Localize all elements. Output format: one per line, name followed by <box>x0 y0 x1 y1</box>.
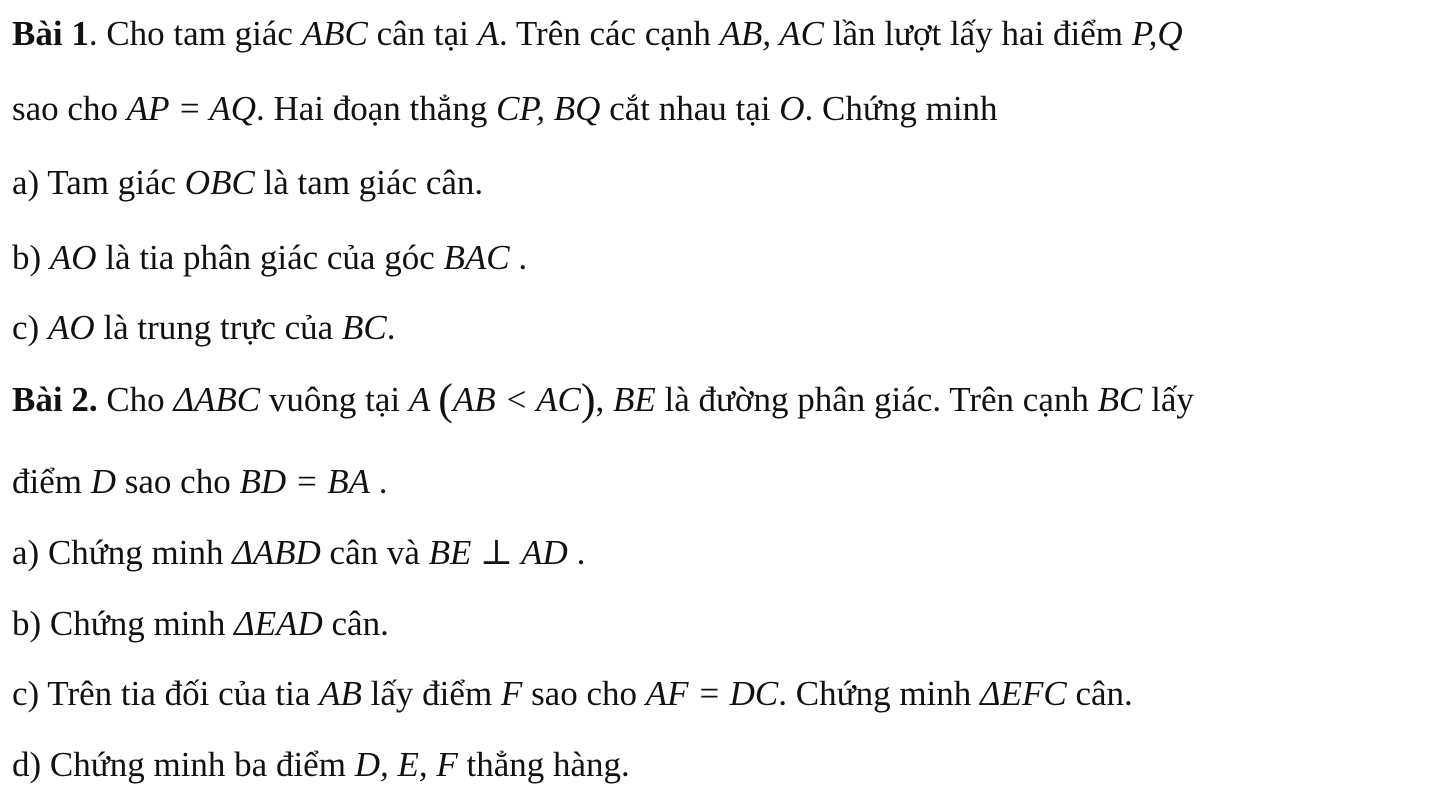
math: O <box>779 89 805 128</box>
text: cân. <box>1066 674 1133 713</box>
math: ΔABC <box>173 380 261 419</box>
math: AB, AC <box>719 14 825 53</box>
math: AO <box>49 238 97 277</box>
text: vuông tại <box>260 380 409 419</box>
text: . Cho tam giác <box>88 14 302 53</box>
text: . <box>567 533 586 572</box>
bai2-line1 <box>12 375 1194 424</box>
text: . Chứng minh <box>778 674 981 713</box>
math: ΔABD <box>232 533 321 572</box>
text: a) Chứng minh <box>12 533 233 572</box>
text: d) Chứng minh ba điểm <box>12 745 355 784</box>
text: là tia phân giác của góc <box>96 238 444 277</box>
math: AO <box>47 308 95 347</box>
text: c) <box>12 308 48 347</box>
text: cân và <box>320 533 429 572</box>
math: AB <box>319 674 362 713</box>
math: BE <box>613 380 656 419</box>
bai1-line2 <box>12 89 998 129</box>
text: Cho <box>97 380 174 419</box>
text: sao cho <box>116 462 240 501</box>
math: AP = AQ <box>126 89 256 128</box>
text: sao cho <box>522 674 646 713</box>
bai2-part-c <box>12 674 1133 714</box>
text: lấy <box>1142 380 1194 419</box>
text: c) Trên tia đối của tia <box>12 674 320 713</box>
text: . <box>509 238 528 277</box>
text: điểm <box>12 462 91 501</box>
math: P,Q <box>1131 14 1183 53</box>
math: BC <box>341 308 387 347</box>
bai1-title: Bài 1 <box>12 14 89 53</box>
text: , <box>595 380 613 419</box>
paren-close: ) <box>580 375 596 424</box>
text: b) <box>12 238 50 277</box>
bai1-part-a <box>12 163 483 203</box>
text: cân tại <box>367 14 478 53</box>
math: AB < AC <box>452 380 581 419</box>
math: D, E, F <box>354 745 458 784</box>
math: BAC <box>443 238 510 277</box>
text: là trung trực của <box>94 308 342 347</box>
text: lần lượt lấy hai điểm <box>824 14 1132 53</box>
math: BE ⊥ AD <box>428 533 568 572</box>
math: OBC <box>184 163 255 202</box>
text: là tam giác cân. <box>254 163 484 202</box>
text: b) Chứng minh <box>12 604 235 643</box>
text: lấy điểm <box>361 674 501 713</box>
bai1-part-c <box>12 308 395 348</box>
math: A <box>408 380 431 419</box>
text: . <box>386 308 396 347</box>
math: ΔEFC <box>980 674 1067 713</box>
paren-open: ( <box>438 375 453 424</box>
text: thẳng hàng. <box>457 745 630 784</box>
math: A <box>477 14 500 53</box>
math: AF = DC <box>645 674 779 713</box>
math: D <box>90 462 117 501</box>
bai2-title: Bài 2. <box>12 380 98 419</box>
text: . <box>370 462 388 501</box>
math: CP, BQ <box>496 89 601 128</box>
math: ΔEAD <box>234 604 323 643</box>
math: BC <box>1097 380 1143 419</box>
text: là đường phân giác. Trên cạnh <box>655 380 1098 419</box>
text: sao cho <box>12 89 127 128</box>
text: cắt nhau tại <box>600 89 780 128</box>
text: cân. <box>322 604 389 643</box>
bai2-part-d <box>12 745 630 785</box>
bai1-line1 <box>12 14 1183 54</box>
math: BD = BA <box>239 462 371 501</box>
bai2-part-a <box>12 533 585 573</box>
math: F <box>500 674 523 713</box>
bai2-line2 <box>12 462 388 502</box>
math: ABC <box>301 14 368 53</box>
text: . Chứng minh <box>804 89 998 128</box>
text: . Trên các cạnh <box>499 14 720 53</box>
bai2-part-b <box>12 604 389 644</box>
bai1-part-b <box>12 238 527 278</box>
text: . Hai đoạn thẳng <box>255 89 497 128</box>
text: a) Tam giác <box>12 163 185 202</box>
